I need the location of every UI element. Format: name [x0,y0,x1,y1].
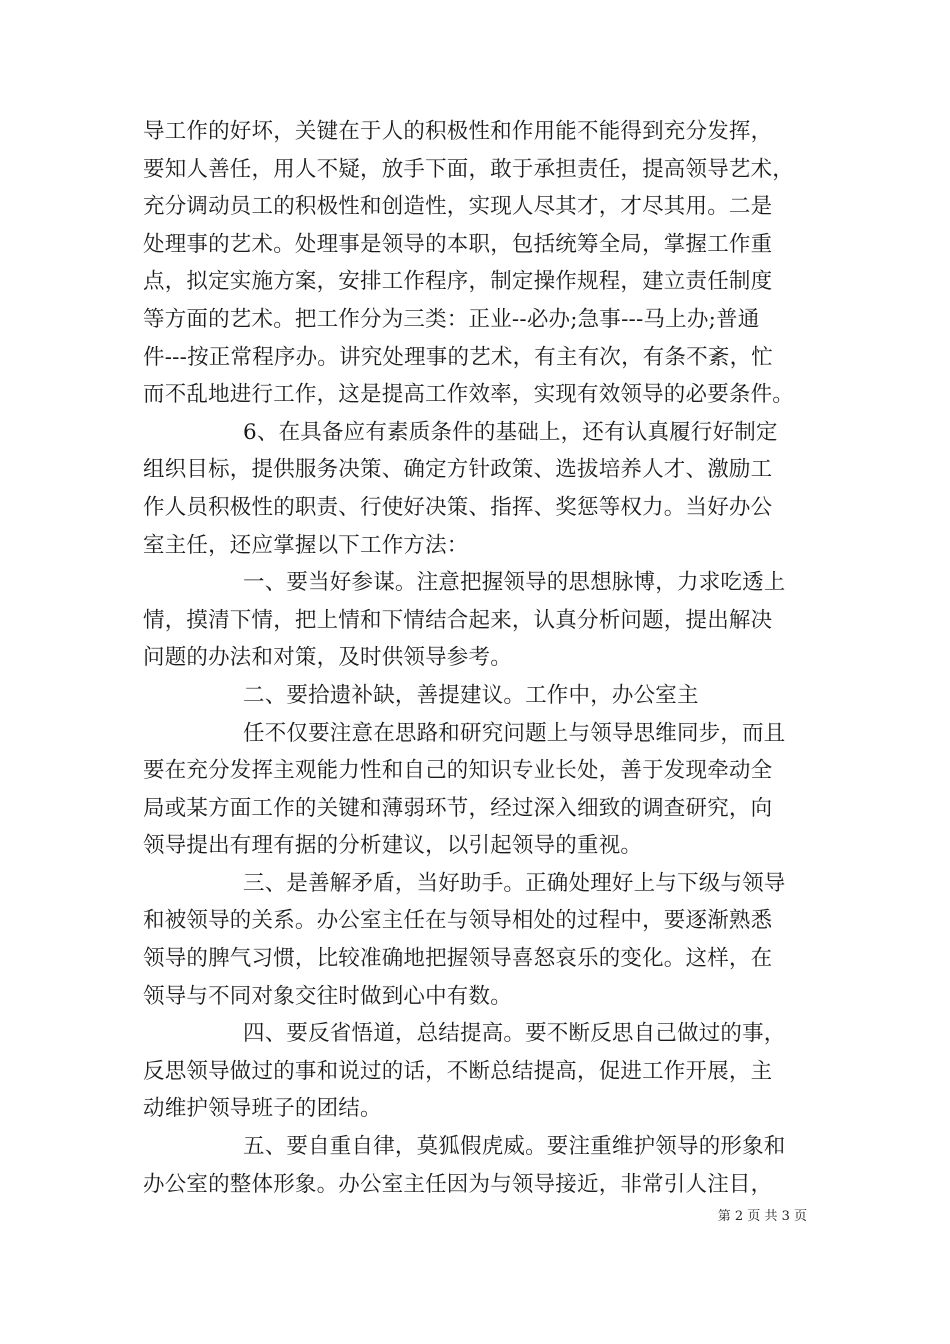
text-line: 二、要拾遗补缺，善提建议。工作中，办公室主 [243,682,699,708]
text-line: 领导与不同对象交往时做到心中有数。 [143,983,512,1009]
document-body [143,113,823,1203]
text-line: 点，拟定实施方案，安排工作程序，制定操作规程，建立责任制度 [143,269,773,295]
text-line: 组织目标，提供服务决策、确定方针政策、选拔培养人才、激励工 [143,457,773,483]
text-line: 问题的办法和对策，及时供领导参考。 [143,645,512,671]
text-line: 处理事的艺术。处理事是领导的本职，包括统筹全局，掌握工作重 [143,231,773,257]
text-line: 任不仅要注意在思路和研究问题上与领导思维同步，而且 [243,720,786,746]
text-line: 要知人善任，用人不疑，放手下面，敢于承担责任，提高领导艺术， [143,156,795,182]
text-line: 6、在具备应有素质条件的基础上，还有认真履行好制定 [243,419,778,445]
paragraph [143,113,823,414]
text-line: 导工作的好坏，关键在于人的积极性和作用能不能得到充分发挥， [143,119,773,144]
text-line: 等方面的艺术。把工作分为三类：正业--必办;急事---马上办;普通 [143,306,760,332]
text-line: 一、要当好参谋。注意把握领导的思想脉博，力求吃透上 [243,570,786,596]
text-line: 办公室的整体形象。办公室主任因为与领导接近，非常引人注目， [143,1171,773,1197]
text-line: 作人员积极性的职责、行使好决策、指挥、奖惩等权力。当好办公 [143,494,773,520]
text-line: 件---按正常程序办。讲究处理事的艺术，有主有次，有条不紊，忙 [143,344,773,370]
paragraph [143,414,823,564]
paragraph [143,1015,823,1128]
text-line: 情，摸清下情，把上情和下情结合起来，认真分析问题，提出解决 [143,607,773,633]
paragraph [143,1128,823,1203]
text-line: 三、是善解矛盾，当好助手。正确处理好上与下级与领导 [243,870,786,896]
paragraph [143,865,823,1015]
text-line: 四、要反省悟道，总结提高。要不断反思自己做过的事， [243,1021,786,1047]
text-line: 和被领导的关系。办公室主任在与领导相处的过程中，要逐渐熟悉 [143,908,773,934]
text-line: 动维护领导班子的团结。 [143,1096,382,1122]
text-line: 充分调动员工的积极性和创造性，实现人尽其才，才尽其用。二是 [143,194,773,220]
page-number-footer: 第 2 页 共 3 页 [717,1209,807,1224]
paragraph [143,715,823,865]
text-line: 室主任，还应掌握以下工作方法： [143,532,469,558]
text-line: 而不乱地进行工作，这是提高工作效率，实现有效领导的必要条件。 [143,382,795,408]
text-line: 反思领导做过的事和说过的话，不断总结提高，促进工作开展，主 [143,1058,773,1084]
paragraph [143,677,823,715]
text-line: 领导提出有理有据的分析建议，以引起领导的重视。 [143,833,643,859]
paragraph [143,564,823,677]
text-line: 领导的脾气习惯，比较准确地把握领导喜怒哀乐的变化。这样，在 [143,946,773,972]
text-line: 要在充分发挥主观能力性和自己的知识专业长处，善于发现牵动全 [143,758,773,784]
text-line: 局或某方面工作的关键和薄弱环节，经过深入细致的调查研究，向 [143,795,773,821]
text-line: 五、要自重自律，莫狐假虎威。要注重维护领导的形象和 [243,1134,786,1160]
